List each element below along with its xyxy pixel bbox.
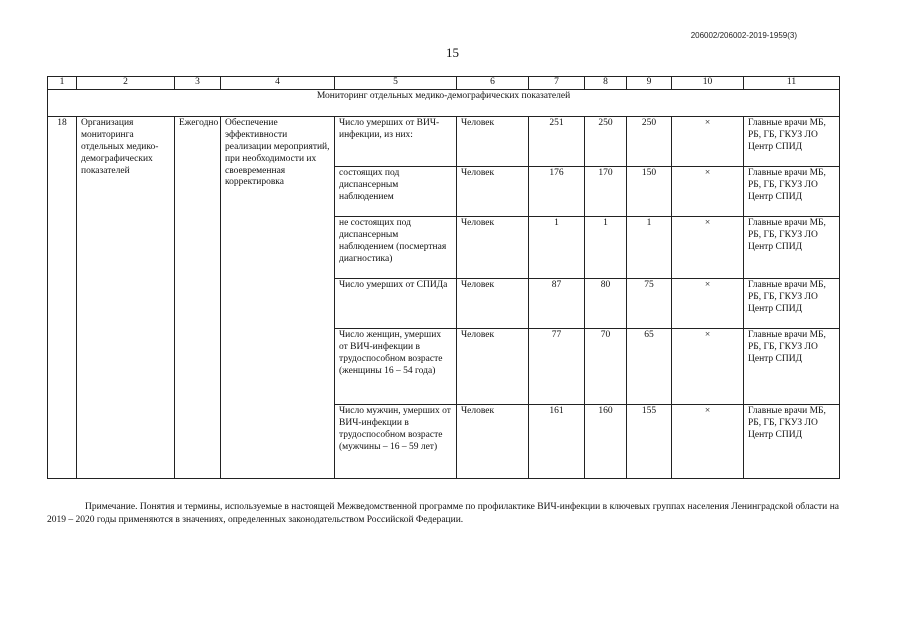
section-title: Мониторинг отдельных медико-демографических показателей <box>48 90 840 117</box>
value-col9: 75 <box>627 279 672 329</box>
program-table <box>47 76 840 479</box>
value-col10: × <box>672 167 744 217</box>
column-header: 11 <box>744 77 840 90</box>
value-col8: 80 <box>585 279 627 329</box>
period-cell: Ежегодно <box>175 117 221 479</box>
column-header: 8 <box>585 77 627 90</box>
value-col9: 250 <box>627 117 672 167</box>
column-header: 7 <box>529 77 585 90</box>
row-number: 18 <box>48 117 77 479</box>
value-col10: × <box>672 217 744 279</box>
indicator-name: Число женщин, умерших от ВИЧ-инфекции в трудоспособном возрасте (женщины 16 – 54 года) <box>335 329 457 405</box>
column-header: 10 <box>672 77 744 90</box>
value-col9: 65 <box>627 329 672 405</box>
purpose-cell: Обеспечение эффективности реализации мероприятий, при необходимости их своевременная корректировка <box>221 117 335 479</box>
responsible-cell: Главные врачи МБ, РБ, ГБ, ГКУЗ ЛО Центр СПИД <box>744 329 840 405</box>
document-number: 206002/206002-2019-1959(3) <box>690 31 797 40</box>
column-header: 3 <box>175 77 221 90</box>
responsible-cell: Главные врачи МБ, РБ, ГБ, ГКУЗ ЛО Центр СПИД <box>744 217 840 279</box>
value-col10: × <box>672 405 744 479</box>
value-col10: × <box>672 279 744 329</box>
value-col7: 176 <box>529 167 585 217</box>
value-col8: 170 <box>585 167 627 217</box>
value-col7: 77 <box>529 329 585 405</box>
value-col7: 87 <box>529 279 585 329</box>
value-col9: 150 <box>627 167 672 217</box>
column-header: 1 <box>48 77 77 90</box>
page-number: 15 <box>446 45 459 60</box>
value-col7: 1 <box>529 217 585 279</box>
indicator-name: Число умерших от СПИДа <box>335 279 457 329</box>
responsible-cell: Главные врачи МБ, РБ, ГБ, ГКУЗ ЛО Центр СПИД <box>744 405 840 479</box>
responsible-cell: Главные врачи МБ, РБ, ГБ, ГКУЗ ЛО Центр СПИД <box>744 167 840 217</box>
indicator-name: состоящих под диспансерным наблюдением <box>335 167 457 217</box>
column-header: 9 <box>627 77 672 90</box>
value-col7: 251 <box>529 117 585 167</box>
value-col10: × <box>672 329 744 405</box>
column-header: 6 <box>457 77 529 90</box>
value-col8: 70 <box>585 329 627 405</box>
value-col8: 250 <box>585 117 627 167</box>
value-col10: × <box>672 117 744 167</box>
unit-cell: Человек <box>457 167 529 217</box>
value-col9: 155 <box>627 405 672 479</box>
responsible-cell: Главные врачи МБ, РБ, ГБ, ГКУЗ ЛО Центр СПИД <box>744 279 840 329</box>
unit-cell: Человек <box>457 405 529 479</box>
table-row <box>48 117 840 167</box>
column-header: 4 <box>221 77 335 90</box>
value-col8: 1 <box>585 217 627 279</box>
responsible-cell: Главные врачи МБ, РБ, ГБ, ГКУЗ ЛО Центр СПИД <box>744 117 840 167</box>
indicator-name: Число мужчин, умерших от ВИЧ-инфекции в трудоспособном возрасте (мужчины – 16 – 59 лет) <box>335 405 457 479</box>
footnote: Примечание. Понятия и термины, используемые в настоящей Межведомственной программе по профилактике ВИЧ-инфекции в ключевых группах населения Ленинградской области на 2019 – 2020 годы применяются в значениях, определенных законодательством Российской Федерации. <box>47 502 839 525</box>
section-row <box>48 90 840 117</box>
column-header: 2 <box>77 77 175 90</box>
value-col9: 1 <box>627 217 672 279</box>
value-col7: 161 <box>529 405 585 479</box>
unit-cell: Человек <box>457 217 529 279</box>
indicator-name: не состоящих под диспансерным наблюдением (посмертная диагностика) <box>335 217 457 279</box>
indicator-name: Число умерших от ВИЧ-инфекции, из них: <box>335 117 457 167</box>
unit-cell: Человек <box>457 117 529 167</box>
column-number-row <box>48 77 840 90</box>
event-cell: Организация мониторинга отдельных медико-демографических показателей <box>77 117 175 479</box>
unit-cell: Человек <box>457 279 529 329</box>
column-header: 5 <box>335 77 457 90</box>
value-col8: 160 <box>585 405 627 479</box>
unit-cell: Человек <box>457 329 529 405</box>
